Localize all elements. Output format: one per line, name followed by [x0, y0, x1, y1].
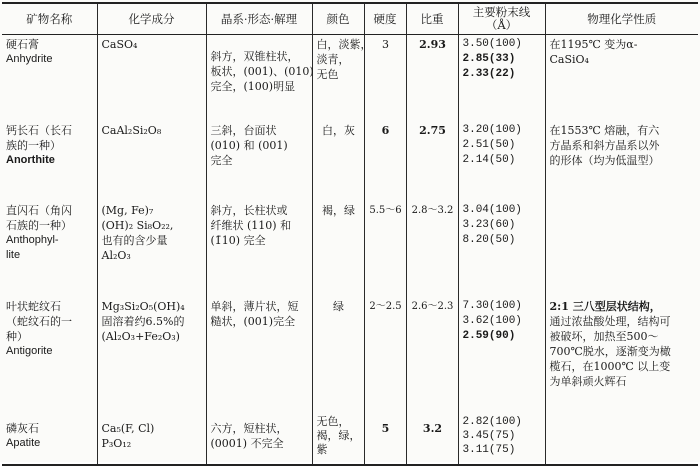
- hardness-cell: 5: [364, 413, 406, 465]
- properties-line: 在1553℃ 熔融，有六: [549, 123, 660, 137]
- formula-line: Mg₃Si₂O₅(OH)₄: [101, 299, 185, 313]
- mineral-name-en: Anthophyl-: [6, 233, 59, 246]
- formula-line: CaSO₄: [101, 38, 138, 51]
- header-chemical-composition: 化学成分: [97, 3, 206, 35]
- powder-line: 3.11(75): [462, 443, 516, 456]
- color-line: 紫: [316, 442, 328, 456]
- crystal-line: (1̄10) 完全: [210, 233, 266, 247]
- crystal-line: 完全，(100)明显: [210, 80, 296, 93]
- color-line: 无色，: [316, 414, 350, 428]
- crystal-cell: [206, 35, 312, 111]
- formula-line: 固溶着约6.5%的: [101, 314, 185, 328]
- color-line: 褐，绿，: [316, 428, 361, 442]
- crystal-cell: [206, 413, 312, 465]
- mineral-name-cn: 石族的一种）: [6, 218, 72, 232]
- mineral-name-cell: [2, 111, 97, 195]
- mineral-name-cn: 叶状蛇纹石: [6, 299, 61, 313]
- header-physicochemical-properties: 物理化学性质: [545, 3, 698, 35]
- properties-line: 为单斜顽火辉石: [549, 374, 627, 388]
- color-cell: [312, 195, 364, 285]
- formula-line: P₃O₁₂: [101, 436, 132, 450]
- powder-line: 3.62(100): [462, 314, 522, 327]
- color-cell: [312, 35, 372, 111]
- properties-cell: [545, 413, 698, 465]
- crystal-line: 纤维状 (110) 和: [210, 218, 292, 232]
- hardness-cell: 3: [364, 35, 406, 111]
- mineral-name-en: Anhydrite: [6, 53, 53, 65]
- mineral-name-en: Apatite: [6, 436, 41, 449]
- formula-line: (Mg, Fe)₇: [101, 203, 154, 217]
- crystal-line: 斜方，长柱状或: [210, 203, 288, 217]
- properties-line: 的形体（均为低温型）: [549, 153, 660, 167]
- powder-line: 7.30(100): [462, 299, 522, 312]
- color-line: 淡青，: [316, 53, 350, 66]
- properties-line: 榄石，在1000℃ 以上变: [549, 359, 671, 373]
- hardness-cell: 2～2.5: [364, 285, 406, 413]
- mineral-name-en: Antigorite: [6, 344, 53, 357]
- crystal-line: 单斜，薄片状，短: [210, 299, 299, 313]
- powder-lines-cell: [458, 35, 545, 111]
- powder-line: 2.85(33): [462, 53, 516, 65]
- powder-line: 3.50(100): [462, 38, 522, 50]
- powder-lines-cell: [458, 285, 545, 413]
- mineral-name-cn: 钙长石（长石: [6, 123, 72, 137]
- table-row: [2, 35, 698, 111]
- powder-line: 2.59(90): [462, 329, 516, 342]
- table-row: [2, 195, 698, 285]
- table-row: [2, 413, 698, 465]
- formula-line: (Al₂O₃+Fe₂O₃): [101, 329, 180, 343]
- properties-line: 700℃脱水，逐渐变为橄: [549, 344, 671, 358]
- mineral-name-cell: [2, 413, 97, 465]
- crystal-line: 板状，(001)、(010): [210, 65, 314, 78]
- color-line: 褐，绿: [322, 203, 355, 217]
- powder-lines-cell: [458, 111, 545, 195]
- formula-cell: [97, 111, 206, 195]
- crystal-cell: [206, 111, 312, 195]
- properties-line: 通过浓盐酸处理，结构可: [549, 314, 671, 328]
- properties-line: 在1195℃ 变为α-: [549, 38, 638, 51]
- mineral-properties-table: [2, 2, 698, 466]
- powder-line: 2.82(100): [462, 415, 522, 428]
- formula-line: 也有的含少量: [101, 233, 168, 247]
- powder-line: 3.20(100): [462, 123, 522, 136]
- properties-line: CaSiO₄: [549, 53, 589, 66]
- powder-lines-cell: [458, 413, 545, 465]
- hardness-cell: 5.5～6: [364, 195, 406, 285]
- powder-line: 3.23(60): [462, 218, 516, 231]
- mineral-name-cn: 族的一种）: [6, 138, 61, 152]
- crystal-line: 糙状，(001)完全: [210, 314, 296, 328]
- powder-lines-cell: [458, 195, 545, 285]
- table-row: [2, 285, 698, 413]
- powder-line: 3.04(100): [462, 203, 522, 216]
- crystal-line: 三斜，台面状: [210, 123, 277, 137]
- formula-line: CaAl₂Si₂O₈: [101, 123, 162, 137]
- properties-line: 2:1 三八型层状结构，: [549, 299, 661, 313]
- mineral-name-en: lite: [6, 248, 21, 261]
- header-powder-lines: 主要粉末线（Å）: [458, 3, 545, 35]
- formula-cell: [97, 413, 206, 465]
- properties-line: 方晶系和斜方晶系以外: [549, 138, 660, 152]
- crystal-line: 完全: [210, 153, 233, 167]
- crystal-cell: [206, 285, 312, 413]
- formula-line: (OH)₂ Si₈O₂₂,: [101, 218, 174, 232]
- color-line: 白，灰: [322, 123, 355, 137]
- mineral-name-cn: （蛇纹石的一: [6, 314, 72, 328]
- header-crystal-form-cleavage: 晶系·形态·解理: [206, 3, 312, 35]
- powder-line: 8.20(50): [462, 233, 516, 246]
- mineral-name-cn: 直闪石（角闪: [6, 203, 72, 217]
- specific-gravity-cell: 2.8～3.2: [406, 195, 458, 285]
- color-cell: [312, 413, 364, 465]
- properties-cell: [545, 195, 698, 285]
- mineral-name-cell: [2, 195, 97, 285]
- crystal-line: 斜方，双锥柱状，: [210, 50, 299, 63]
- powder-line: 2.14(50): [462, 153, 516, 166]
- powder-line: 3.45(75): [462, 429, 516, 442]
- color-cell: [312, 111, 364, 195]
- crystal-line: (010) 和 (001): [210, 138, 288, 152]
- crystal-cell: [206, 195, 312, 285]
- formula-line: Al₂O₃: [101, 248, 131, 262]
- formula-cell: [97, 35, 206, 111]
- mineral-name-cn: 硬石膏: [6, 38, 39, 51]
- table-header-row: [2, 3, 698, 35]
- mineral-name-en: Anorthite: [6, 153, 55, 166]
- color-cell: [312, 285, 364, 413]
- properties-cell: [545, 35, 698, 111]
- formula-cell: [97, 285, 206, 413]
- properties-cell: [545, 285, 698, 413]
- properties-cell: [545, 111, 698, 195]
- crystal-line: 六方，短柱状，: [210, 421, 288, 435]
- mineral-name-cn: 磷灰石: [6, 421, 39, 435]
- header-color: 颜色: [312, 3, 364, 35]
- powder-line: 2.33(22): [462, 68, 516, 80]
- powder-line: 2.51(50): [462, 138, 516, 151]
- formula-line: Ca₅(F, Cl): [101, 421, 155, 435]
- crystal-line: (0001) 不完全: [210, 436, 284, 450]
- color-line: 绿: [333, 299, 344, 313]
- properties-line: 被破坏，加热至500～: [549, 329, 659, 343]
- mineral-name-cn: 种）: [6, 329, 28, 343]
- table-row: [2, 111, 698, 195]
- specific-gravity-cell: 2.6～2.3: [406, 285, 458, 413]
- header-specific-gravity: 比重: [406, 3, 458, 35]
- header-mineral-name: 矿物名称: [2, 3, 97, 35]
- mineral-name-cell: [2, 285, 97, 413]
- formula-cell: [97, 195, 206, 285]
- specific-gravity-cell: 3.2: [406, 413, 458, 465]
- mineral-name-cell: [2, 35, 97, 111]
- color-line: 白，淡紫，: [316, 38, 372, 51]
- color-line: 无色: [316, 68, 339, 81]
- specific-gravity-cell: 2.75: [406, 111, 458, 195]
- specific-gravity-cell: 2.93: [406, 35, 458, 111]
- header-hardness: 硬度: [364, 3, 406, 35]
- hardness-cell: 6: [364, 111, 406, 195]
